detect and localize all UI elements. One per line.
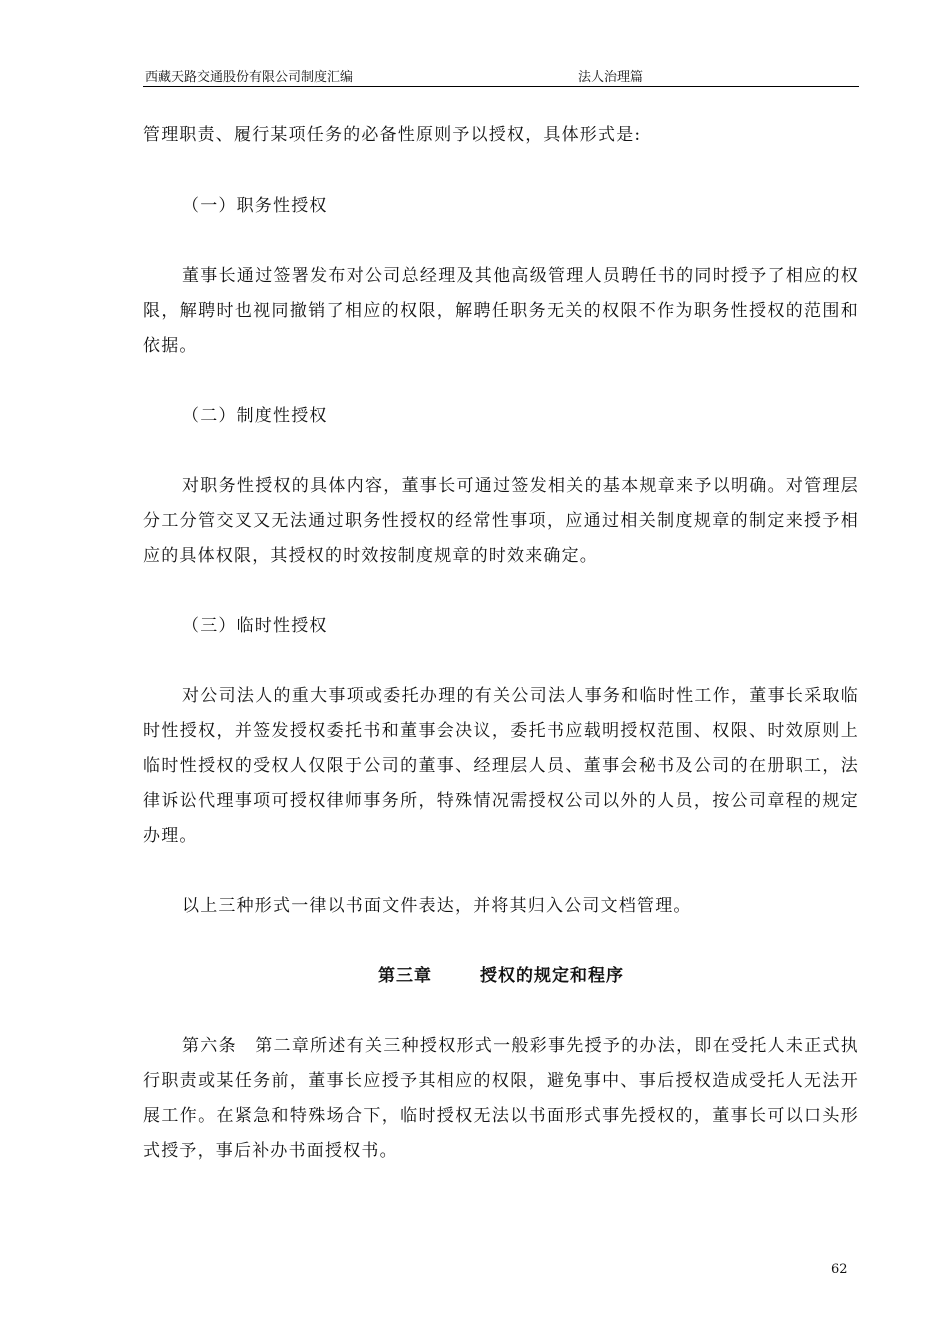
paragraph-continuation: 管理职责、履行某项任务的必备性原则予以授权，具体形式是: (143, 125, 642, 145)
paragraph-written-form: 以上三种形式一律以书面文件表达，并将其归入公司文档管理。 (182, 896, 692, 916)
subheading-duty-authorization: （一）职务性授权 (182, 196, 328, 216)
article-label: 第六条 (182, 1036, 237, 1056)
paragraph-system-authorization: 对职务性授权的具体内容，董事长可通过签发相关的基本规章来予以明确。对管理层分工分管交叉又无法通过职务性授权的经常性事项，应通过相关制度规章的制定来授予相应的具体权限，其授权的时效按制度规章的时效来确定。 (143, 476, 859, 566)
page-header (143, 64, 859, 87)
chapter-title: 授权的规定和程序 (480, 966, 624, 986)
subheading-system-authorization: （二）制度性授权 (182, 406, 328, 426)
paragraph-duty-authorization: 董事长通过签署发布对公司总经理及其他高级管理人员聘任书的同时授予了相应的权限，解聘时也视同撤销了相应的权限，解聘任职务无关的权限不作为职务性授权的范围和依据。 (143, 266, 859, 356)
article-text: 第二章所述有关三种授权形式一般彩事先授予的办法，即在受托人未正式执行职责或某任务前，董事长应授予其相应的权限，避免事中、事后授权造成受托人无法开展工作。在紧急和特殊场合下，临时授权无法以书面形式事先授权的，董事长可以口头形式授予，事后补办书面授权书。 (143, 1036, 859, 1161)
header-company-title: 西藏天路交通股份有限公司制度汇编 (145, 70, 354, 85)
header-section-title: 法人治理篇 (578, 70, 644, 85)
chapter-number: 第三章 (378, 966, 432, 986)
paragraph-temporary-authorization: 对公司法人的重大事项或委托办理的有关公司法人事务和临时性工作，董事长采取临时性授权，并签发授权委托书和董事会决议，委托书应载明授权范围、权限、时效原则上临时性授权的受权人仅限于公司的董事、经理层人员、董事会秘书及公司的在册职工，法律诉讼代理事项可授权律师事务所，特殊情况需授权公司以外的人员，按公司章程的规定办理。 (143, 686, 859, 846)
subheading-temporary-authorization: （三）临时性授权 (182, 616, 328, 636)
chapter-heading (143, 959, 859, 994)
page-number: 62 (831, 1262, 848, 1277)
document-body (143, 118, 859, 1169)
article-six (143, 1029, 859, 1169)
